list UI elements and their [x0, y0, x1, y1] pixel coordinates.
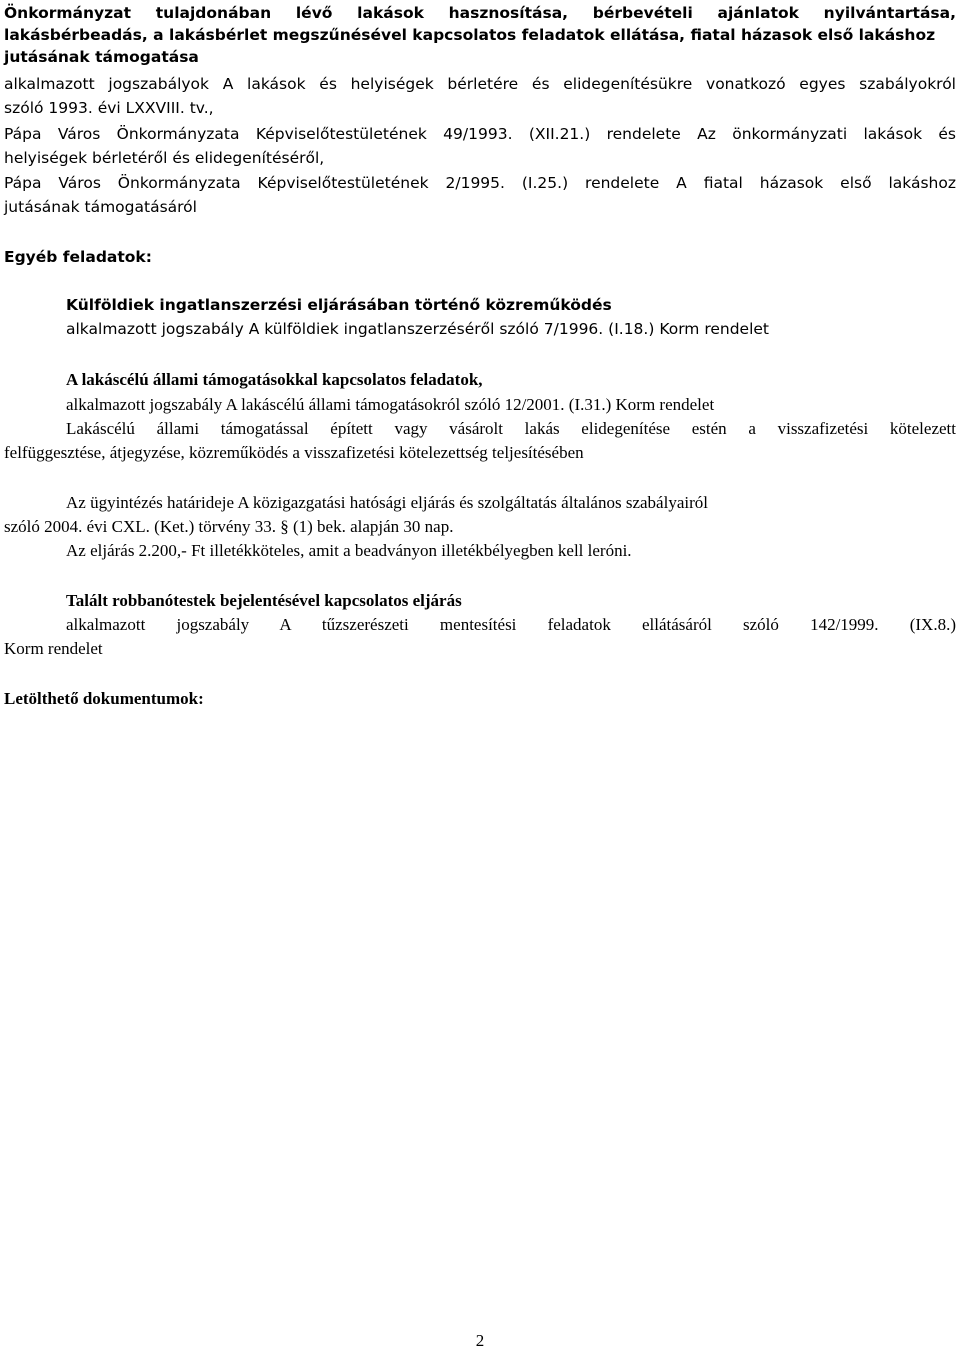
heading-line-1: Önkormányzat tulajdonában lévő lakások hasznosítása, bérbevételi ajánlatok nyilvántartása, [4, 4, 956, 22]
deadline-line-1: Az ügyintézés határideje A közigazgatási hatósági eljárás és szolgáltatás általános szabályairól [66, 493, 708, 512]
laws-line-5: Pápa Város Önkormányzata Képviselőtestületének 2/1995. (I.25.) rendelete A fiatal házasok első lakáshoz [4, 174, 956, 192]
laws-line-2: szóló 1993. évi LXXVIII. tv., [4, 99, 214, 117]
explosives-title: Talált robbanótestek bejelentésével kapcsolatos eljárás [66, 591, 462, 610]
foreigners-law: alkalmazott jogszabály A külföldiek ingatlanszerzéséről szóló 7/1996. (I.18.) Korm rendelet [66, 320, 770, 338]
downloads-heading: Letölthető dokumentumok: [4, 689, 204, 708]
explosives-law-2: Korm rendelet [4, 639, 103, 658]
housing-subsidy-text-1: Lakáscélú állami támogatással épített vagy vásárolt lakás elidegenítése estén a visszafizetési kötelezett [66, 419, 956, 438]
explosives-law-1: alkalmazott jogszabály A tűzszerészeti mentesítési feladatok ellátásáról szóló 142/1999. (IX.8.) [66, 615, 956, 634]
laws-line-1: alkalmazott jogszabályok A lakások és helyiségek bérletére és elidegenítésükre vonatkozó egyes szabályokról [4, 75, 956, 93]
deadline-line-2: szóló 2004. évi CXL. (Ket.) törvény 33. § (1) bek. alapján 30 nap. [4, 517, 454, 536]
other-tasks-heading: Egyéb feladatok: [4, 248, 152, 266]
laws-line-6: jutásának támogatásáról [4, 198, 197, 216]
housing-subsidy-title: A lakáscélú állami támogatásokkal kapcsolatos feladatok, [66, 370, 483, 389]
heading-line-3: jutásának támogatása [4, 48, 199, 66]
housing-subsidy-text-2: felfüggesztése, átjegyzése, közreműködés a visszafizetési kötelezettség teljesítésében [4, 443, 584, 462]
deadline-line-3: Az eljárás 2.200,- Ft illetékköteles, amit a beadványon illetékbélyegben kell leróni. [66, 541, 632, 560]
laws-line-4: helyiségek bérletéről és elidegenítéséről, [4, 149, 325, 167]
laws-line-3: Pápa Város Önkormányzata Képviselőtestületének 49/1993. (XII.21.) rendelete Az önkormányzati lakások és [4, 125, 956, 143]
housing-subsidy-law: alkalmazott jogszabály A lakáscélú állami támogatásokról szóló 12/2001. (I.31.) Korm rendelet [66, 395, 715, 414]
foreigners-title: Külföldiek ingatlanszerzési eljárásában történő közreműködés [66, 296, 612, 314]
page-number: 2 [475, 1331, 485, 1350]
heading-line-2: lakásbérbeadás, a lakásbérlet megszűnésével kapcsolatos feladatok ellátása, fiatal házasok első lakáshoz [4, 26, 936, 44]
